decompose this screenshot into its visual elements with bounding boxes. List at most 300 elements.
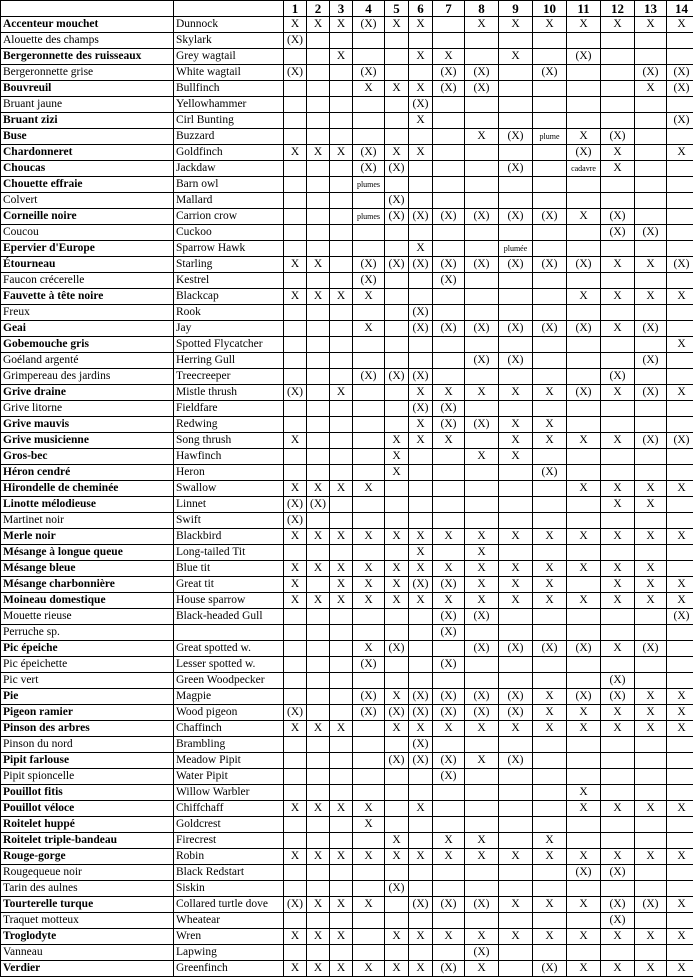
observation-cell xyxy=(330,609,353,625)
observation-cell xyxy=(667,817,693,833)
table-row xyxy=(1,449,693,465)
observation-cell xyxy=(635,673,667,689)
observation-cell xyxy=(499,289,533,305)
observation-cell xyxy=(284,273,307,289)
observation-cell: X xyxy=(533,17,567,33)
french-species-name: Pipit spioncelle xyxy=(1,769,174,785)
english-species-name: Herring Gull xyxy=(174,353,284,369)
observation-cell xyxy=(284,785,307,801)
observation-cell: (X) xyxy=(499,161,533,177)
table-row xyxy=(1,433,693,449)
english-species-name: Robin xyxy=(174,849,284,865)
table-row xyxy=(1,545,693,561)
observation-cell xyxy=(533,353,567,369)
observation-cell: X xyxy=(284,17,307,33)
observation-cell: X xyxy=(667,897,693,913)
observation-cell: cadavre xyxy=(567,161,601,177)
observation-cell xyxy=(284,353,307,369)
observation-cell: X xyxy=(601,849,635,865)
observation-cell: (X) xyxy=(353,273,385,289)
observation-cell xyxy=(307,465,330,481)
observation-cell: X xyxy=(567,721,601,737)
observation-cell: X xyxy=(385,721,409,737)
observation-cell: (X) xyxy=(667,65,693,81)
observation-cell xyxy=(533,737,567,753)
header-site-12: 12 xyxy=(601,1,635,17)
observation-cell xyxy=(385,401,409,417)
english-species-name: Water Pipit xyxy=(174,769,284,785)
observation-cell xyxy=(284,225,307,241)
observation-cell: X xyxy=(465,561,499,577)
observation-cell: (X) xyxy=(409,705,433,721)
observation-cell: X xyxy=(533,721,567,737)
observation-cell xyxy=(409,881,433,897)
observation-cell xyxy=(601,97,635,113)
observation-cell xyxy=(567,113,601,129)
observation-cell xyxy=(667,273,693,289)
observation-cell xyxy=(353,609,385,625)
observation-cell xyxy=(307,305,330,321)
observation-cell xyxy=(465,513,499,529)
observation-cell: X xyxy=(567,129,601,145)
observation-cell: X xyxy=(499,849,533,865)
observation-cell xyxy=(385,785,409,801)
observation-cell xyxy=(284,81,307,97)
french-species-name: Pic vert xyxy=(1,673,174,689)
observation-cell: X xyxy=(409,593,433,609)
observation-cell: X xyxy=(353,321,385,337)
observation-cell xyxy=(353,865,385,881)
observation-cell: (X) xyxy=(667,81,693,97)
observation-cell: (X) xyxy=(433,81,465,97)
observation-cell xyxy=(433,641,465,657)
observation-cell: X xyxy=(465,385,499,401)
observation-cell: (X) xyxy=(601,225,635,241)
observation-cell xyxy=(499,609,533,625)
observation-cell xyxy=(465,113,499,129)
observation-cell xyxy=(330,625,353,641)
observation-cell: X xyxy=(601,481,635,497)
observation-cell xyxy=(601,177,635,193)
observation-cell xyxy=(330,689,353,705)
observation-cell xyxy=(533,145,567,161)
observation-cell xyxy=(307,913,330,929)
observation-cell xyxy=(307,273,330,289)
observation-cell: X xyxy=(385,929,409,945)
observation-cell xyxy=(499,961,533,977)
observation-cell xyxy=(284,49,307,65)
observation-cell xyxy=(330,97,353,113)
observation-cell xyxy=(330,113,353,129)
observation-cell xyxy=(601,113,635,129)
observation-cell xyxy=(635,113,667,129)
observation-cell xyxy=(330,433,353,449)
observation-cell: X xyxy=(635,961,667,977)
observation-cell: X xyxy=(433,833,465,849)
table-row xyxy=(1,913,693,929)
observation-cell xyxy=(353,97,385,113)
observation-cell: (X) xyxy=(499,753,533,769)
observation-cell xyxy=(635,545,667,561)
observation-cell: X xyxy=(385,961,409,977)
english-species-name: Yellowhammer xyxy=(174,97,284,113)
observation-cell: (X) xyxy=(667,433,693,449)
english-species-name: Hawfinch xyxy=(174,449,284,465)
observation-cell xyxy=(409,177,433,193)
observation-cell: X xyxy=(667,929,693,945)
observation-cell xyxy=(465,33,499,49)
observation-cell xyxy=(409,273,433,289)
observation-cell xyxy=(465,49,499,65)
observation-cell xyxy=(465,433,499,449)
observation-cell xyxy=(635,913,667,929)
observation-cell: (X) xyxy=(307,497,330,513)
observation-cell: (X) xyxy=(533,65,567,81)
observation-cell: X xyxy=(284,145,307,161)
observation-cell xyxy=(667,737,693,753)
observation-cell xyxy=(307,193,330,209)
observation-cell xyxy=(330,81,353,97)
observation-cell: X xyxy=(465,961,499,977)
observation-cell: (X) xyxy=(385,641,409,657)
observation-cell xyxy=(499,625,533,641)
observation-cell: (X) xyxy=(433,657,465,673)
table-row xyxy=(1,33,693,49)
observation-cell: X xyxy=(330,561,353,577)
observation-cell: X xyxy=(409,561,433,577)
observation-cell: X xyxy=(601,145,635,161)
observation-cell xyxy=(567,417,601,433)
observation-cell: (X) xyxy=(409,577,433,593)
observation-cell xyxy=(567,737,601,753)
observation-cell xyxy=(567,673,601,689)
observation-cell xyxy=(385,33,409,49)
table-row xyxy=(1,753,693,769)
observation-cell xyxy=(284,657,307,673)
observation-cell: X xyxy=(533,689,567,705)
observation-cell xyxy=(409,785,433,801)
observation-cell xyxy=(601,817,635,833)
observation-cell xyxy=(635,273,667,289)
observation-cell: X xyxy=(635,929,667,945)
observation-cell xyxy=(353,513,385,529)
observation-cell: X xyxy=(667,337,693,353)
observation-cell: X xyxy=(601,161,635,177)
observation-cell xyxy=(465,865,499,881)
observation-cell xyxy=(667,305,693,321)
observation-cell xyxy=(667,881,693,897)
observation-cell xyxy=(667,545,693,561)
observation-cell: (X) xyxy=(601,673,635,689)
observation-cell: X xyxy=(409,49,433,65)
table-row xyxy=(1,177,693,193)
observation-cell xyxy=(499,785,533,801)
observation-cell xyxy=(567,81,601,97)
observation-cell: X xyxy=(635,497,667,513)
observation-cell xyxy=(433,913,465,929)
observation-cell xyxy=(330,641,353,657)
observation-cell: X xyxy=(567,17,601,33)
observation-cell: (X) xyxy=(284,33,307,49)
observation-cell xyxy=(533,657,567,673)
observation-cell xyxy=(601,785,635,801)
observation-cell xyxy=(635,737,667,753)
observation-cell xyxy=(601,833,635,849)
observation-cell: X xyxy=(307,257,330,273)
observation-cell: X xyxy=(601,641,635,657)
table-row xyxy=(1,593,693,609)
observation-cell xyxy=(307,785,330,801)
observation-cell: X xyxy=(385,81,409,97)
observation-cell xyxy=(667,625,693,641)
observation-cell: X xyxy=(284,849,307,865)
table-row xyxy=(1,945,693,961)
table-row xyxy=(1,625,693,641)
observation-cell xyxy=(409,449,433,465)
observation-cell xyxy=(409,513,433,529)
observation-cell xyxy=(465,401,499,417)
observation-cell xyxy=(385,817,409,833)
observation-cell xyxy=(567,881,601,897)
observation-cell xyxy=(635,881,667,897)
english-species-name: Collared turtle dove xyxy=(174,897,284,913)
observation-cell xyxy=(353,33,385,49)
french-species-name: Grive musicienne xyxy=(1,433,174,449)
observation-cell: X xyxy=(465,753,499,769)
observation-cell xyxy=(409,865,433,881)
observation-cell xyxy=(433,225,465,241)
observation-cell xyxy=(284,625,307,641)
observation-cell xyxy=(284,417,307,433)
observation-cell xyxy=(667,193,693,209)
observation-cell: (X) xyxy=(409,737,433,753)
observation-cell xyxy=(567,545,601,561)
observation-cell xyxy=(330,465,353,481)
english-species-name: Cuckoo xyxy=(174,225,284,241)
observation-cell: (X) xyxy=(499,705,533,721)
observation-cell xyxy=(567,513,601,529)
observation-cell: X xyxy=(307,897,330,913)
french-species-name: Epervier d'Europe xyxy=(1,241,174,257)
observation-cell xyxy=(409,129,433,145)
french-species-name: Rouge-gorge xyxy=(1,849,174,865)
observation-cell: X xyxy=(601,593,635,609)
table-row xyxy=(1,49,693,65)
table-row xyxy=(1,337,693,353)
observation-cell: X xyxy=(499,561,533,577)
observation-cell xyxy=(307,177,330,193)
observation-cell: (X) xyxy=(433,209,465,225)
observation-cell: X xyxy=(409,433,433,449)
observation-cell xyxy=(533,305,567,321)
observation-cell xyxy=(385,673,409,689)
observation-cell: X xyxy=(433,385,465,401)
table-row xyxy=(1,769,693,785)
observation-cell: X xyxy=(499,49,533,65)
observation-cell xyxy=(499,193,533,209)
french-species-name: Mésange à longue queue xyxy=(1,545,174,561)
observation-cell xyxy=(330,817,353,833)
observation-cell: (X) xyxy=(409,401,433,417)
observation-cell xyxy=(601,945,635,961)
observation-cell xyxy=(409,625,433,641)
observation-cell xyxy=(567,401,601,417)
observation-cell: (X) xyxy=(635,65,667,81)
observation-cell xyxy=(353,913,385,929)
observation-cell xyxy=(499,817,533,833)
observation-cell xyxy=(385,513,409,529)
observation-cell: X xyxy=(601,321,635,337)
header-site-6: 6 xyxy=(409,1,433,17)
observation-cell xyxy=(330,449,353,465)
observation-cell xyxy=(533,545,567,561)
observation-cell: (X) xyxy=(409,97,433,113)
observation-cell: X xyxy=(635,481,667,497)
observation-cell xyxy=(667,129,693,145)
observation-cell: X xyxy=(433,849,465,865)
english-species-name: Magpie xyxy=(174,689,284,705)
observation-cell xyxy=(635,753,667,769)
observation-cell: X xyxy=(635,721,667,737)
header-site-9: 9 xyxy=(499,1,533,17)
english-species-name: Wren xyxy=(174,929,284,945)
observation-cell: (X) xyxy=(465,945,499,961)
observation-cell: X xyxy=(635,577,667,593)
observation-cell xyxy=(284,129,307,145)
table-row xyxy=(1,865,693,881)
observation-cell xyxy=(567,97,601,113)
observation-cell xyxy=(499,913,533,929)
observation-cell xyxy=(533,817,567,833)
observation-cell: X xyxy=(307,961,330,977)
english-species-name: Chiffchaff xyxy=(174,801,284,817)
observation-cell xyxy=(499,401,533,417)
observation-cell xyxy=(307,385,330,401)
observation-cell xyxy=(284,673,307,689)
observation-cell xyxy=(567,225,601,241)
observation-cell: X xyxy=(533,385,567,401)
observation-cell xyxy=(330,305,353,321)
observation-cell: X xyxy=(601,721,635,737)
observation-cell xyxy=(307,705,330,721)
observation-cell: X xyxy=(465,129,499,145)
observation-cell xyxy=(667,913,693,929)
observation-cell xyxy=(385,337,409,353)
observation-cell xyxy=(667,769,693,785)
observation-cell xyxy=(284,177,307,193)
observation-cell: (X) xyxy=(533,961,567,977)
observation-cell: (X) xyxy=(385,753,409,769)
observation-cell: (X) xyxy=(353,705,385,721)
observation-cell: X xyxy=(307,593,330,609)
observation-cell xyxy=(635,785,667,801)
observation-cell: (X) xyxy=(433,65,465,81)
table-row xyxy=(1,609,693,625)
observation-cell xyxy=(667,753,693,769)
observation-cell: X xyxy=(465,929,499,945)
observation-cell xyxy=(635,449,667,465)
header-french-name xyxy=(1,1,174,17)
observation-cell: X xyxy=(533,833,567,849)
observation-cell xyxy=(635,865,667,881)
observation-cell xyxy=(635,609,667,625)
english-species-name: Lesser spotted w. xyxy=(174,657,284,673)
observation-cell xyxy=(567,769,601,785)
observation-cell xyxy=(284,545,307,561)
observation-cell: X xyxy=(635,593,667,609)
observation-cell xyxy=(567,945,601,961)
observation-cell xyxy=(601,625,635,641)
observation-cell: X xyxy=(330,897,353,913)
observation-cell: X xyxy=(385,449,409,465)
english-species-name: Redwing xyxy=(174,417,284,433)
observation-cell xyxy=(567,353,601,369)
observation-cell: X xyxy=(601,529,635,545)
french-species-name: Vanneau xyxy=(1,945,174,961)
observation-cell xyxy=(307,641,330,657)
observation-cell xyxy=(330,257,353,273)
observation-cell xyxy=(635,513,667,529)
french-species-name: Bruant zizi xyxy=(1,113,174,129)
observation-cell: (X) xyxy=(465,81,499,97)
observation-cell: X xyxy=(330,17,353,33)
observation-cell xyxy=(635,625,667,641)
observation-cell: X xyxy=(635,801,667,817)
observation-cell xyxy=(353,385,385,401)
english-species-name: Kestrel xyxy=(174,273,284,289)
observation-cell: X xyxy=(330,481,353,497)
french-species-name: Étourneau xyxy=(1,257,174,273)
observation-cell xyxy=(667,161,693,177)
header-site-2: 2 xyxy=(307,1,330,17)
observation-cell: X xyxy=(353,289,385,305)
observation-cell xyxy=(433,785,465,801)
observation-cell xyxy=(433,945,465,961)
observation-cell xyxy=(533,497,567,513)
observation-cell xyxy=(284,337,307,353)
table-row xyxy=(1,273,693,289)
table-row xyxy=(1,129,693,145)
observation-cell xyxy=(433,545,465,561)
observation-cell xyxy=(353,497,385,513)
observation-cell xyxy=(330,129,353,145)
observation-cell xyxy=(433,465,465,481)
observation-cell: X xyxy=(433,593,465,609)
observation-cell: X xyxy=(409,241,433,257)
observation-cell xyxy=(635,337,667,353)
observation-cell xyxy=(667,49,693,65)
observation-cell: X xyxy=(409,849,433,865)
header-site-4: 4 xyxy=(353,1,385,17)
observation-cell xyxy=(385,353,409,369)
observation-cell: X xyxy=(465,849,499,865)
observation-cell xyxy=(353,241,385,257)
observation-cell xyxy=(330,673,353,689)
french-species-name: Bergeronnette des ruisseaux xyxy=(1,49,174,65)
english-species-name: Bullfinch xyxy=(174,81,284,97)
observation-cell: X xyxy=(385,593,409,609)
observation-cell xyxy=(601,513,635,529)
observation-cell xyxy=(667,785,693,801)
observation-cell xyxy=(307,81,330,97)
observation-cell: X xyxy=(353,897,385,913)
table-row xyxy=(1,225,693,241)
french-species-name: Grive litorne xyxy=(1,401,174,417)
observation-cell: (X) xyxy=(465,65,499,81)
observation-cell xyxy=(307,513,330,529)
observation-cell: X xyxy=(667,689,693,705)
english-species-name: Jackdaw xyxy=(174,161,284,177)
